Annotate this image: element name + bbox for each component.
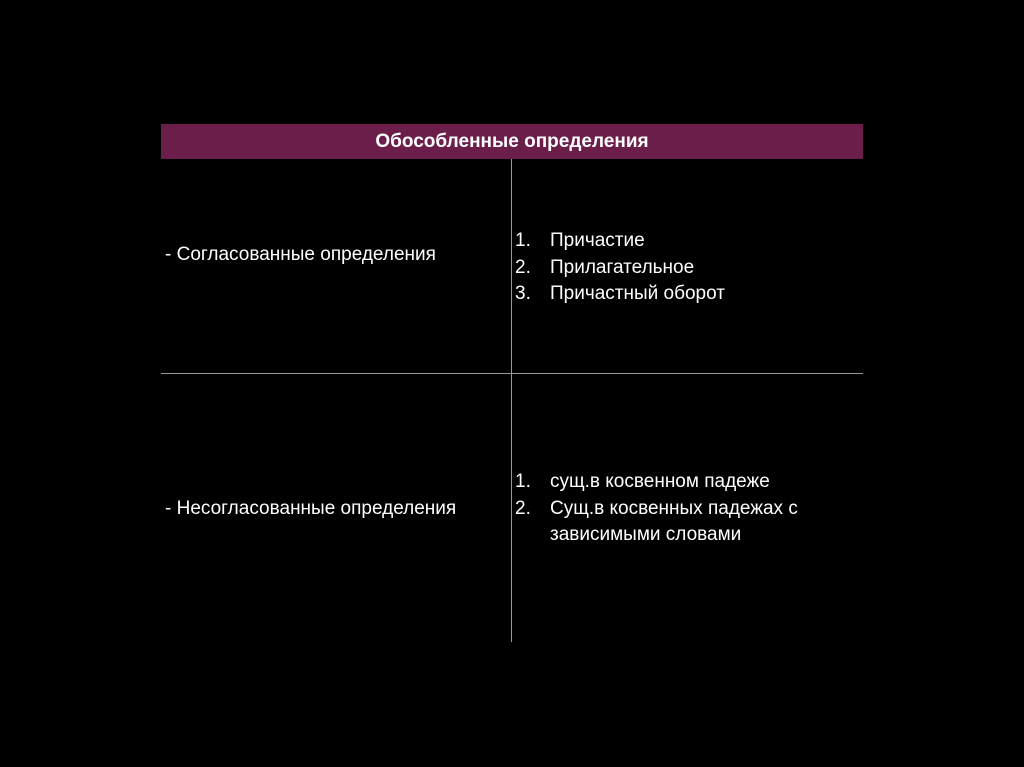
- list-item: [515, 496, 855, 549]
- table-header: Обособленные определения: [161, 124, 863, 159]
- list-item-number: 1.: [515, 230, 531, 251]
- list-item-text: Причастие: [550, 230, 645, 251]
- non-agreed-definitions-list: [515, 469, 855, 549]
- list-item-text: Сущ.в косвенных падежах с зависимыми словами: [550, 497, 798, 545]
- list-item-number: 3.: [515, 283, 531, 304]
- list-item: [515, 228, 855, 255]
- row-divider: [161, 373, 863, 374]
- agreed-definitions-list: [515, 228, 855, 308]
- row-label-agreed: - Согласованные определения: [165, 244, 436, 265]
- list-item-number: 2.: [515, 497, 531, 519]
- list-item-text: сущ.в косвенном падеже: [550, 471, 770, 492]
- row-label-non-agreed: - Несогласованные определения: [165, 498, 457, 519]
- list-item: [515, 255, 855, 282]
- list-item: [515, 469, 855, 496]
- definitions-table: [161, 124, 863, 642]
- list-item-number: 1.: [515, 471, 531, 492]
- list-item-text: Причастный оборот: [550, 283, 725, 304]
- list-item: [515, 281, 855, 308]
- list-item-number: 2.: [515, 256, 531, 278]
- list-item-text: Прилагательное: [550, 256, 695, 278]
- column-divider: [511, 159, 512, 642]
